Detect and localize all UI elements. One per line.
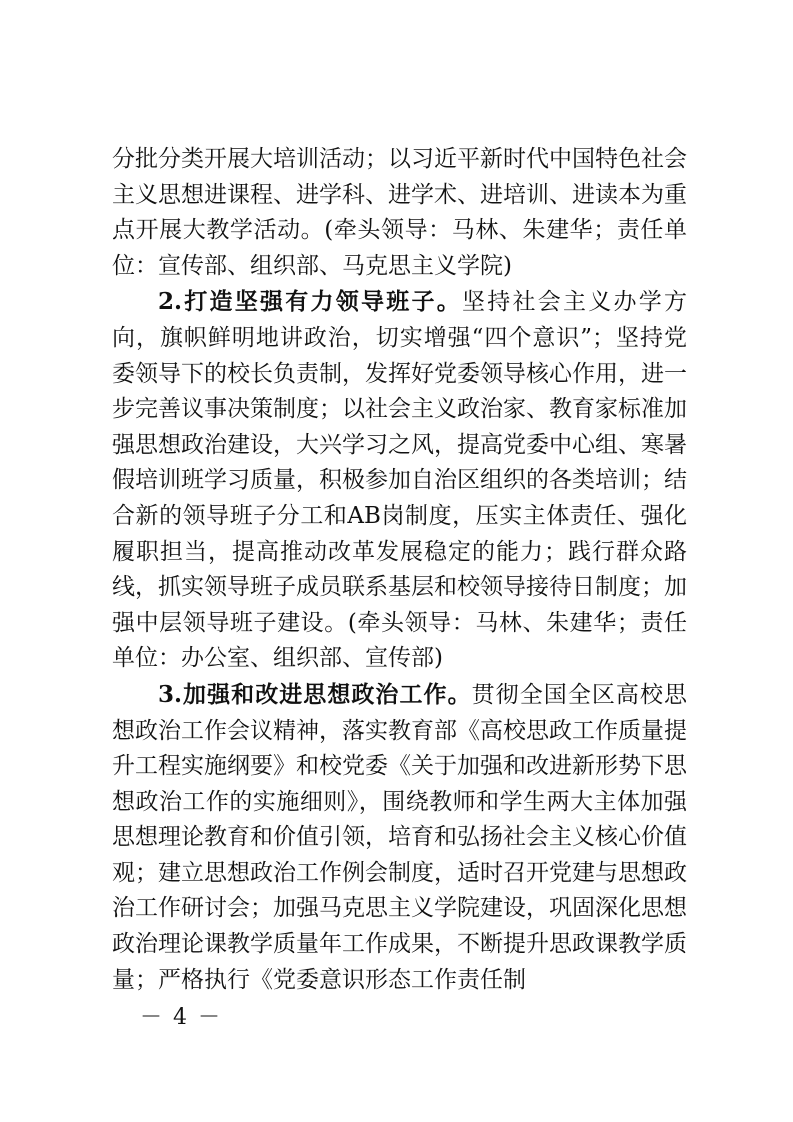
paragraph-heading: 3.加强和改进思想政治工作。 bbox=[158, 680, 472, 708]
paragraph-heading: 2.打造坚强有力领导班子。 bbox=[158, 288, 463, 316]
paragraph-leadership-team bbox=[112, 284, 687, 677]
paragraph-ideological-work bbox=[112, 677, 687, 998]
paragraph-text: 分批分类开展大培训活动；以习近平新时代中国特色社会主义思想进课程、进学科、进学术、进培训、进读本为重点开展大教学活动。(牵头领导：马林、朱建华；责任单位：宣传部、组织部、马克思主义学院) bbox=[112, 146, 687, 279]
paragraph-text: 坚持社会主义办学方向，旗帜鲜明地讲政治，切实增强“四个意识”；坚持党委领导下的校长负责制，发挥好党委领导核心作用，进一步完善议事决策制度；以社会主义政治家、教育家标准加强思想政治建设，大兴学习之风，提高党委中心组、寒暑假培训班学习质量，积极参加自治区组织的各类培训；结合新的领导班子分工和AB岗制度，压实主体责任、强化履职担当，提高推动改革发展稳定的能力；践行群众路线，抓实领导班子成员联系基层和校领导接待日制度；加强中层领导班子建设。(牵头领导：马林、朱建华；责任单位：办公室、组织部、宣传部) bbox=[112, 289, 688, 672]
paragraph-text: 贯彻全国全区高校思想政治工作会议精神，落实教育部《高校思政工作质量提升工程实施纲要》和校党委《关于加强和改进新形势下思想政治工作的实施细则》，围绕教师和学生两大主体加强思想理论教育和价值引领，培育和弘扬社会主义核心价值观；建立思想政治工作例会制度，适时召开党建与思想政治工作研讨会；加强马克思主义学院建设，巩固深化思想政治理论课教学质量年工作成果，不断提升思政课教学质量；严格执行《党委意识形态工作责任制 bbox=[112, 681, 687, 993]
page-number: － 4 － bbox=[140, 1005, 222, 1030]
paragraph-continuation bbox=[112, 142, 687, 284]
body-text bbox=[112, 142, 687, 998]
